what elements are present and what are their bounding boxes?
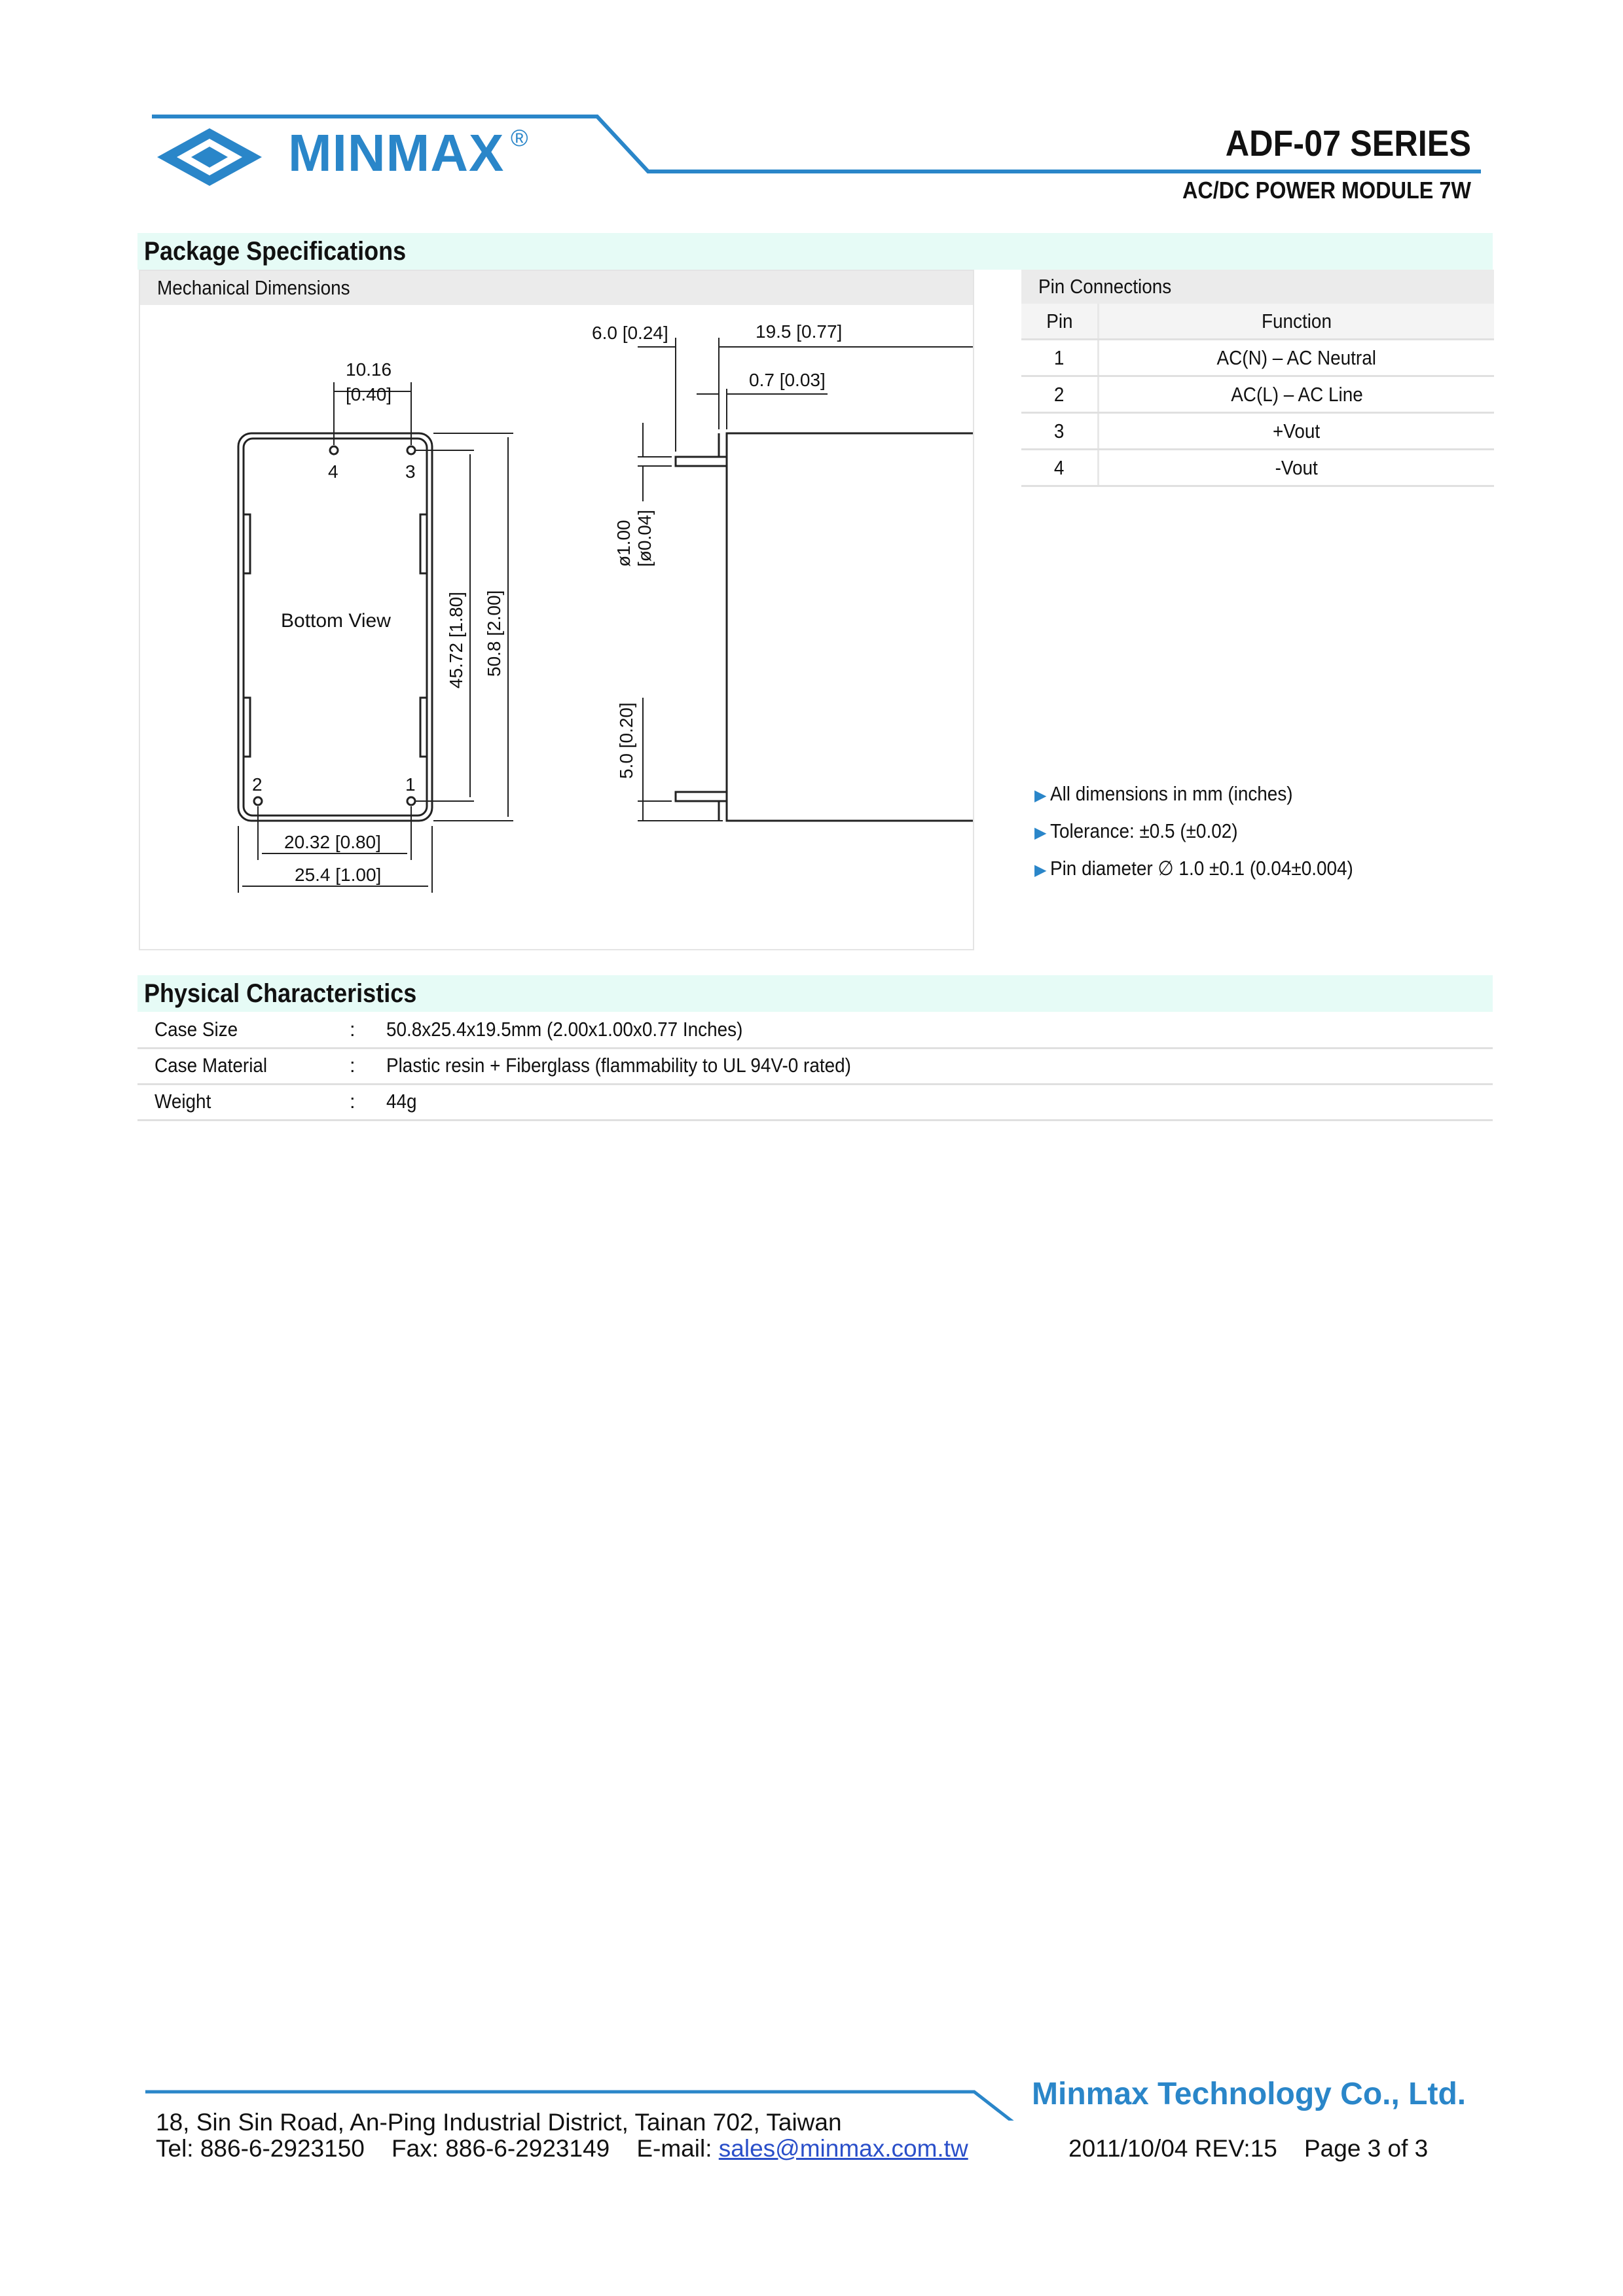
pin-number: 3 <box>1021 413 1099 450</box>
physical-row-case-material <box>137 1048 1493 1085</box>
minmax-logo-icon <box>157 128 262 186</box>
pin-4-marker <box>330 446 338 454</box>
pin-connections-panel <box>1021 270 1494 487</box>
pin-label-4: 4 <box>328 461 338 482</box>
revision-info <box>1068 2135 1428 2162</box>
side-view-outline <box>676 433 973 821</box>
pin-3-marker <box>407 446 415 454</box>
email-link[interactable]: sales@minmax.com.tw <box>718 2135 968 2162</box>
dim-pin-span-vertical: 45.72 [1.80] <box>446 592 466 689</box>
pin-number: 1 <box>1021 340 1099 376</box>
series-title: ADF-07 SERIES <box>1225 122 1471 164</box>
mechanical-dimensions-panel <box>139 270 974 950</box>
company-name: Minmax Technology Co., Ltd. <box>1032 2077 1467 2111</box>
dim-pin-diameter-in: [ø0.04] <box>634 509 655 567</box>
registered-mark: ® <box>511 124 528 151</box>
date-rev: 2011/10/04 REV:15 <box>1068 2135 1277 2162</box>
table-row <box>1021 376 1494 413</box>
table-row <box>1021 450 1494 486</box>
pin-1-marker <box>407 797 415 805</box>
tel: Tel: 886-6-2923150 <box>156 2135 365 2162</box>
pin-connections-title: Pin Connections <box>1021 270 1494 304</box>
email-label: E-mail: <box>636 2135 712 2162</box>
row-value: 44g <box>386 1090 417 1113</box>
header-function: Function <box>1099 304 1495 340</box>
pin-function: AC(L) – AC Line <box>1099 376 1495 413</box>
table-row <box>1021 413 1494 450</box>
pin-function: -Vout <box>1099 450 1495 486</box>
mechanical-dimensions-title: Mechanical Dimensions <box>140 271 973 305</box>
pin-number: 2 <box>1021 376 1099 413</box>
pin-2-marker <box>254 797 262 805</box>
note-item: ▶ Pin diameter ∅ 1.0 ±0.1 (0.04±0.004) <box>1034 857 1354 880</box>
dim-width: 25.4 [1.00] <box>295 865 382 885</box>
pin-connections-table <box>1021 304 1494 487</box>
header-pin: Pin <box>1021 304 1099 340</box>
row-label: Weight <box>155 1090 211 1113</box>
mechanical-drawing <box>140 305 973 949</box>
fax: Fax: 886-6-2923149 <box>391 2135 610 2162</box>
dim-pin-pitch-top-line1: 10.16 <box>346 359 392 380</box>
row-label: Case Size <box>155 1018 238 1041</box>
side-dimension-lines <box>638 338 973 821</box>
package-specifications-heading: Package Specifications <box>137 233 1493 270</box>
dim-pin-diameter-mm: ø1.00 <box>613 520 634 567</box>
physical-row-weight <box>137 1084 1493 1121</box>
pin-label-1: 1 <box>405 774 416 795</box>
row-value: Plastic resin + Fiberglass (flammability to UL 94V-0 rated) <box>386 1054 851 1077</box>
product-subtitle: AC/DC POWER MODULE 7W <box>1182 177 1471 204</box>
table-row <box>1021 340 1494 376</box>
dimension-notes <box>1034 776 1387 888</box>
dim-pin-offset: 5.0 [0.20] <box>616 702 636 779</box>
note-item: ▶ All dimensions in mm (inches) <box>1034 782 1294 805</box>
bullet-triangle-icon: ▶ <box>1034 861 1047 879</box>
pin-label-2: 2 <box>252 774 263 795</box>
note-item: ▶ Tolerance: ±0.5 (±0.02) <box>1034 819 1238 842</box>
bottom-view-label: Bottom View <box>281 610 391 632</box>
row-separator: : <box>350 1090 356 1113</box>
dim-pin-span-horizontal: 20.32 [0.80] <box>284 832 381 852</box>
pin-number: 4 <box>1021 450 1099 486</box>
dim-length: 50.8 [2.00] <box>484 590 504 677</box>
dim-pin-pitch-top-line2: [0.40] <box>346 384 392 404</box>
row-value: 50.8x25.4x19.5mm (2.00x1.00x0.77 Inches) <box>386 1018 743 1041</box>
row-separator: : <box>350 1054 356 1077</box>
pin-label-3: 3 <box>405 461 416 482</box>
bullet-triangle-icon: ▶ <box>1034 824 1047 842</box>
physical-row-case-size <box>137 1012 1493 1049</box>
page-number: Page 3 of 3 <box>1304 2135 1429 2162</box>
company-contact <box>156 2135 968 2162</box>
company-address: 18, Sin Sin Road, An-Ping Industrial District, Tainan 702, Taiwan <box>156 2109 842 2136</box>
brand-name: MINMAX <box>288 124 505 182</box>
dim-height: 19.5 [0.77] <box>756 321 843 342</box>
table-header-row <box>1021 304 1494 340</box>
pin-function: AC(N) – AC Neutral <box>1099 340 1495 376</box>
dim-standoff: 0.7 [0.03] <box>749 370 826 390</box>
physical-characteristics-heading: Physical Characteristics <box>137 975 1493 1012</box>
row-separator: : <box>350 1018 356 1041</box>
bullet-triangle-icon: ▶ <box>1034 787 1047 804</box>
row-label: Case Material <box>155 1054 268 1077</box>
pin-function: +Vout <box>1099 413 1495 450</box>
dim-pin-length: 6.0 [0.24] <box>592 323 668 343</box>
